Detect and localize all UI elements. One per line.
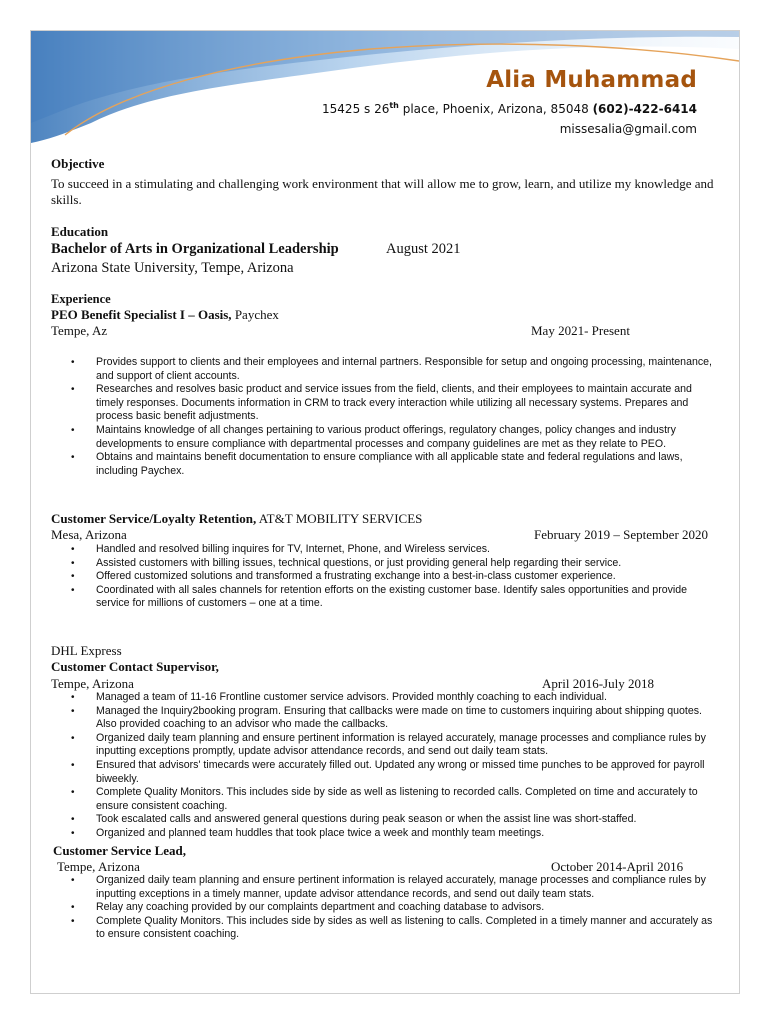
- degree-date: August 2021: [386, 241, 461, 257]
- address-suffix: th: [389, 101, 399, 110]
- list-item: • Relay any coaching provided by our complaints department and coaching database to advisors.: [51, 901, 716, 915]
- list-item: • Provides support to clients and their employees and internal partners. Responsible for setup and ongoing processing, maintenance, and support of client accounts.: [51, 356, 716, 383]
- list-item: • Offered customized solutions and transformed a frustrating exchange into a best-in-class customer experience.: [51, 570, 716, 584]
- degree-title: Bachelor of Arts in Organizational Leadership: [51, 241, 339, 257]
- job-location: Tempe, Arizona: [57, 859, 140, 874]
- school-name: Arizona State University, Tempe, Arizona: [51, 260, 294, 276]
- job-title: Customer Contact Supervisor,: [51, 659, 219, 674]
- list-item: • Took escalated calls and answered general questions during peak season or when the assist line was short-staffed.: [51, 813, 716, 827]
- objective-text: To succeed in a stimulating and challenging work environment that will allow me to grow, learn, and utilize my knowledge and skills.: [51, 176, 714, 207]
- address-line: [322, 101, 697, 116]
- experience-heading: Experience: [51, 292, 111, 306]
- header-wave-decoration: [31, 31, 739, 161]
- job-dates: May 2021- Present: [531, 323, 630, 338]
- list-item: • Maintains knowledge of all changes pertaining to various product offerings, regulatory changes, policy changes and industry developments to ensure compliance with departmental processes and company guidelines are met as they relate to PEO.: [51, 424, 716, 451]
- job-dates: April 2016-July 2018: [542, 676, 654, 691]
- job-dates: October 2014-April 2016: [551, 859, 684, 874]
- job-location: Mesa, Arizona: [51, 527, 127, 542]
- address-prefix: 15425 s 26: [322, 102, 390, 116]
- job-company: AT&T MOBILITY SERVICES: [256, 511, 423, 526]
- job-company: Paychex: [231, 307, 279, 322]
- list-item: • Coordinated with all sales channels for retention efforts on the existing customer base. Identify sales opportunities and provide service for millions of customers – one at a time.: [51, 584, 716, 611]
- list-item: • Managed a team of 11-16 Frontline customer service advisors. Provided monthly coaching to each individual.: [51, 691, 716, 705]
- resume-page: [30, 30, 740, 994]
- list-item: • Managed the Inquiry2booking program. Ensuring that callbacks were made on time to customers inquiring about shipping quotes. Also provided coaching to an advisor who made the callbacks.: [51, 705, 716, 732]
- job-bullets: [51, 691, 716, 841]
- list-item: • Obtains and maintains benefit documentation to ensure compliance with all applicable state and federal regulations and laws, including Paychex.: [51, 451, 716, 478]
- job-location: Tempe, Az: [51, 323, 108, 338]
- phone-number: (602)-422-6414: [592, 102, 697, 116]
- job-location: Tempe, Arizona: [51, 676, 134, 691]
- list-item: • Organized daily team planning and ensure pertinent information is relayed accurately, manage processes and compliance rules by inputting exceptions promptly, update advisor attendance records, and send out daily team stats.: [51, 732, 716, 759]
- candidate-name: Alia Muhammad: [486, 67, 697, 93]
- job-title-line: [51, 307, 279, 323]
- address-rest: place, Phoenix, Arizona, 85048: [398, 102, 593, 116]
- list-item: • Researches and resolves basic product and service issues from the field, clients, and their employees to maintain accurate and timely responses. Documents information in CRM to track every interaction while utilizing all necessary systems. Prepares and process basic benefit adjustments.: [51, 383, 716, 424]
- job-dates: February 2019 – September 2020: [534, 527, 709, 542]
- objective-heading: Objective: [51, 156, 105, 171]
- job-bullets: [51, 874, 716, 942]
- job-title: PEO Benefit Specialist I – Oasis,: [51, 307, 232, 322]
- job-bullets: [51, 356, 716, 478]
- list-item: • Assisted customers with billing issues, technical questions, or just providing general help regarding their service.: [51, 557, 716, 571]
- list-item: • Organized daily team planning and ensure pertinent information is relayed accurately, manage processes and compliance rules by inputting exceptions in a timely manner, update advisor attendance records, and send out daily team stats.: [51, 874, 716, 901]
- list-item: • Ensured that advisors' timecards were accurately filled out. Updated any wrong or missed time punches to be approved for payroll biweekly.: [51, 759, 716, 786]
- list-item: • Handled and resolved billing inquires for TV, Internet, Phone, and Wireless services.: [51, 543, 716, 557]
- job-title: Customer Service Lead,: [53, 843, 186, 858]
- list-item: • Complete Quality Monitors. This includes side by side as well as listening to recorded calls. Completed on time and accurately to ensure consistent coaching.: [51, 786, 716, 813]
- job-bullets: [51, 543, 716, 611]
- job-title: Customer Service/Loyalty Retention,: [51, 511, 257, 526]
- education-heading: Education: [51, 224, 109, 239]
- job-title-line: [51, 511, 422, 527]
- list-item: • Complete Quality Monitors. This includes side by sides as well as listening to calls. Completed in a timely manner and accurately as to ensure consistent coaching.: [51, 915, 716, 942]
- email-address: missesalia@gmail.com: [559, 122, 697, 136]
- list-item: • Organized and planned team huddles that took place twice a week and monthly team meetings.: [51, 827, 716, 841]
- employer-name: DHL Express: [51, 643, 122, 658]
